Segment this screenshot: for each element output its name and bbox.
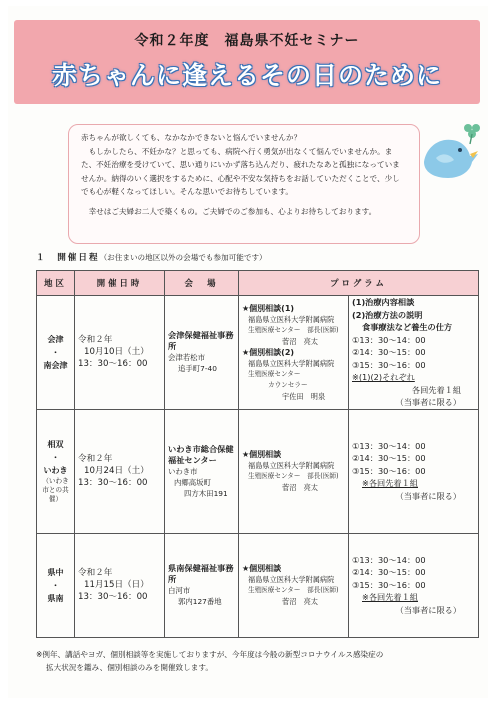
program-line: 福島県立医科大学附属病院 [248,314,335,324]
table-row [37,533,479,637]
capacity-note: 各回先着１組 [411,384,462,395]
venue-address: 内郷高坂町 [174,477,211,487]
venue-address: 四方木田191 [184,488,228,498]
header-program: プログラム [239,271,479,296]
header-area: 地区 [37,271,75,296]
title-banner [14,20,480,104]
capacity-note: ※(1)(2)それぞれ [352,372,415,382]
area-cell [37,409,75,533]
venue-cell [165,533,239,637]
area-sep: ・ [51,580,60,590]
times-cell [349,533,479,637]
area-sep: ・ [51,453,60,462]
area-name-2: 県南 [47,593,64,603]
date-era: 令和２年 [78,568,113,578]
venue-cell [165,296,239,410]
program-title: ★個別相談(1) [242,303,295,313]
date-day: 10月24日（土） [84,466,149,476]
program-line: 生殖医療センター [248,369,301,378]
time-slot: ②14：30～15：00 [352,347,426,357]
time-slot: ③15：30～16：00 [352,579,426,590]
program-line: 福島県立医科大学附属病院 [248,461,335,470]
table-header-row [37,271,479,296]
capacity-note: （当事者に限る） [395,490,462,501]
intro-box [68,124,420,244]
program-line: 菅沼 亮太 [282,483,318,492]
capacity-note: （当事者に限る） [395,604,462,615]
topic-line: 食事療法など養生の仕方 [362,322,453,332]
schedule-note: （お住まいの地区以外の会場でも参加可能です） [99,253,267,262]
venue-address: 追手町7-40 [178,364,217,374]
header-date: 開催日時 [75,271,165,296]
time-slot: ③15：30～16：00 [352,359,426,370]
flyer-page [8,6,488,698]
time-slot: ②14：30～15：00 [352,567,426,578]
program-title: ★個別相談 [242,564,282,573]
area-name-2: 南会津 [43,360,68,370]
venue-address: 郭内127番地 [178,597,222,606]
program-title: ★個別相談 [242,450,282,459]
area-name-1: 会津 [47,334,64,344]
intro-line-3: 幸せはご夫婦お二人で築くもの。ご夫婦でのご参加も、心よりお待ちしております。 [88,206,377,216]
venue-cell [165,409,239,533]
program-cell [239,409,349,533]
program-line: 生殖医療センター 部長(医師) [248,586,339,594]
date-era: 令和２年 [78,335,113,346]
bluebird-icon [416,118,486,188]
date-day: 11月15日（日） [84,580,149,590]
clover-icon [464,124,480,144]
intro-line-1: 赤ちゃんが欲しくても、なかなかできないと悩んでいませんか？ [81,133,302,142]
area-cell [37,296,75,410]
program-line: 生殖医療センター 部長(医師) [248,325,339,334]
program-cell [239,296,349,410]
program-line: 生殖医療センター 部長(医師) [248,472,339,480]
table-row [37,409,479,533]
program-line: 福島県立医科大学附属病院 [248,358,335,368]
section-heading [36,251,267,263]
schedule-table [36,270,479,638]
program-line: 菅沼 亮太 [282,597,318,606]
header-venue: 会 場 [165,271,239,296]
venue-name: 県南保健福祉事務所 [168,563,234,584]
date-time: 13：30～16：00 [78,592,148,602]
venue-address: 会津若松市 [168,353,205,363]
topic-line: (2)治療方法の説明 [352,309,423,320]
venue-address: いわき市 [168,466,198,476]
area-note: （いわき市との共催） [42,477,69,503]
banner-title: 赤ちゃんに逢えるその日のために [51,61,442,90]
times-cell [349,409,479,533]
area-cell [37,533,75,637]
program-line: 福島県立医科大学附属病院 [248,575,335,584]
date-time: 13：30～16：00 [78,359,148,370]
program-line: 宇佐田 明泉 [282,391,326,401]
date-cell [75,533,165,637]
program-title: ★個別相談(2) [242,347,295,357]
topic-line: (1)治療内容相談 [352,297,415,307]
date-cell [75,409,165,533]
time-slot: ③15：30～16：00 [352,465,426,476]
capacity-note: （当事者に限る） [395,397,462,407]
footer-note [36,648,476,674]
schedule-heading: １ 開催日程 [36,253,100,263]
intro-line-2: もしかしたら、不妊かな？と思っても、病院へ行く勇気が出なくて悩んでいませんか。また、不妊治療を受けていて、思い通りにいかず落ち込んだり、疲れたなあと孤独になっていませんか。納得のいく選択をするために、心配や不安な気持ちをお話していただくことで、少しでも心が軽くなってほしい。そんな思いでお待ちしています。 [81,146,400,197]
time-slot: ①13：30～14：00 [352,334,426,345]
program-line: カウンセラー [268,380,308,389]
time-slot: ②14：30～15：00 [352,453,426,464]
times-cell [349,296,479,410]
capacity-note: ※各回先着１組 [362,592,418,603]
area-name-1: 県中 [47,567,64,577]
area-name-2: いわき [43,466,68,475]
venue-address: 白河市 [168,586,191,595]
venue-name: いわき市総合保健福祉センター [168,443,234,465]
area-name-1: 相双 [47,440,64,449]
date-day: 10月10日（土） [84,347,149,358]
capacity-note: ※各回先着１組 [362,478,418,489]
banner-subtitle: 令和２年度 福島県不妊セミナー [134,33,360,49]
program-cell [239,533,349,637]
time-slot: ①13：30～14：00 [352,554,426,565]
date-era: 令和２年 [78,454,113,464]
time-slot: ①13：30～14：00 [352,440,426,451]
date-time: 13：30～16：00 [78,478,148,488]
venue-name: 会津保健福祉事務所 [168,330,234,352]
footer-line-2: 拡大状況を鑑み、個別相談のみを開催致します。 [46,663,213,672]
area-sep: ・ [51,347,60,357]
footer-line-1: ※例年、講話やヨガ、個別相談等を実施しておりますが、今年度は今般の新型コロナウイルス感染症の [36,650,384,659]
table-row [37,296,479,410]
date-cell [75,296,165,410]
program-line: 菅沼 亮太 [282,336,318,346]
